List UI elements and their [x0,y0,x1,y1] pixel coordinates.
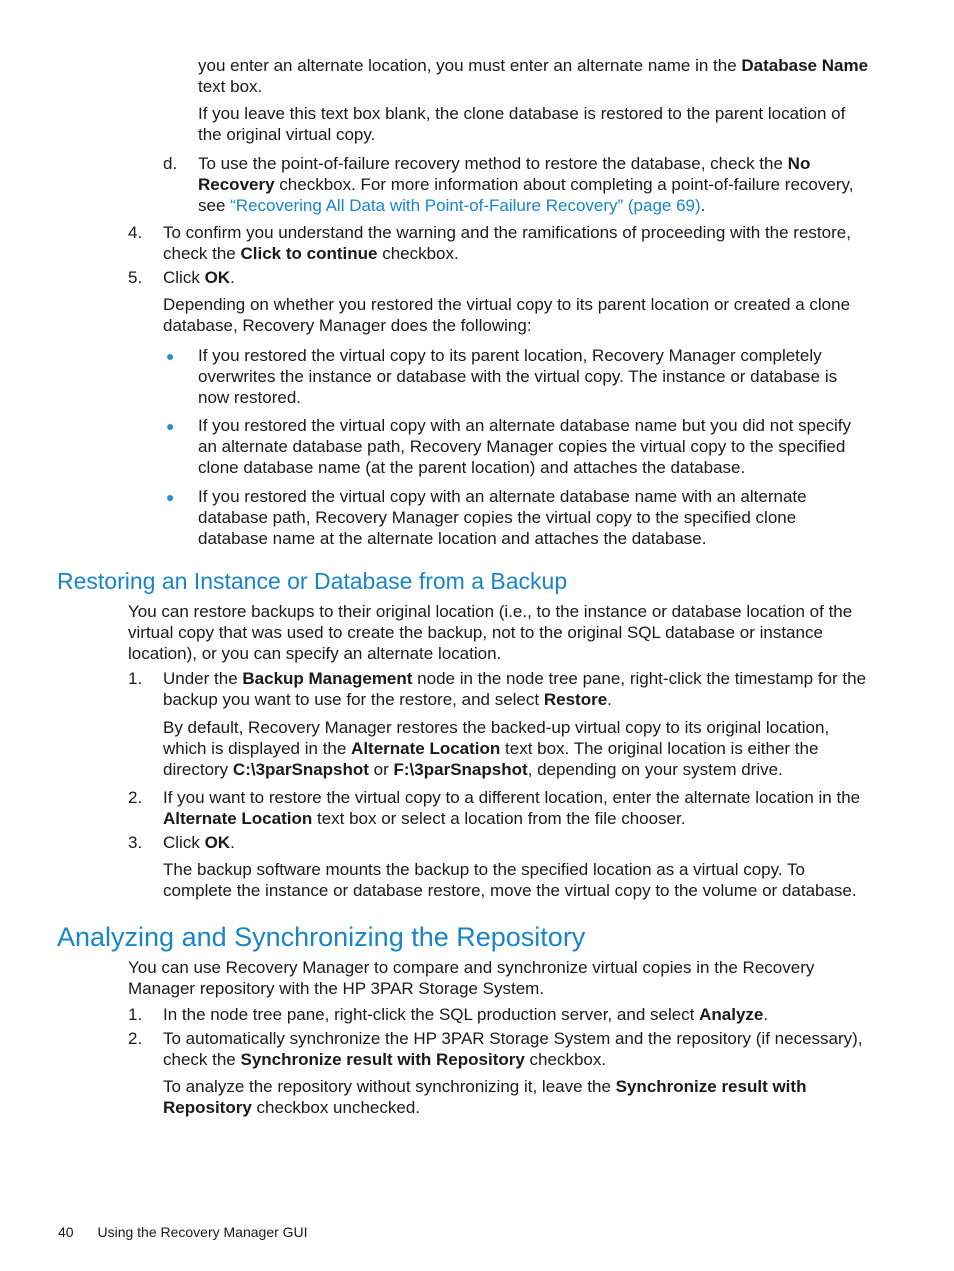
step-marker: 1. [128,669,143,688]
step-4: To confirm you understand the warning and the ramifications of proceeding with the restore, check the Click to continue checkbox. [163,223,851,263]
section-heading: Restoring an Instance or Database from a Backup [57,568,568,594]
step-1: In the node tree pane, right-click the SQL production server, and select Analyze. [163,1005,769,1024]
paragraph: By default, Recovery Manager restores the backed-up virtual copy to its original location, which is displayed in the Alternate Location text box. The original location is either the directory C:\3parSnapshot or F:\3parSnapshot, depending on your system drive. [163,718,830,779]
paragraph: To analyze the repository without synchronizing it, leave the Synchronize result with Repository checkbox unchecked. [163,1077,807,1117]
page-footer [58,1222,308,1242]
step-marker: 5. [128,268,143,287]
paragraph: Depending on whether you restored the virtual copy to its parent location or created a clone database, Recovery Manager does the following: [163,295,851,335]
bullet-icon: ● [166,348,175,364]
page-link[interactable]: “Recovering All Data with Point-of-Failure Recovery” (page 69) [230,196,701,215]
section-heading: Analyzing and Synchronizing the Repository [57,922,586,952]
step-3: Click OK. [163,833,235,852]
step-marker: 2. [128,1029,143,1048]
list-item: If you restored the virtual copy with an alternate database name with an alternate database path, Recovery Manager copies the virtual copy to the specified clone database name at the alternate location and attaches the database. [198,487,807,548]
step-marker: 2. [128,788,143,807]
step-2: If you want to restore the virtual copy to a different location, enter the alternate location in the Alternate Location text box or select a location from the file chooser. [163,788,861,828]
step-marker: 3. [128,833,143,852]
step-d: To use the point-of-failure recovery method to restore the database, check the No Recovery checkbox. For more information about completing a point-of-failure recovery, see “Recovering All Data with Point-of-Failure Recovery” (page 69). [198,154,854,215]
step-marker: d. [163,154,178,173]
paragraph: The backup software mounts the backup to the specified location as a virtual copy. To complete the instance or database restore, move the virtual copy to the volume or database. [163,860,857,900]
step-1: Under the Backup Management node in the node tree pane, right-click the timestamp for the backup you want to use for the restore, and select Restore. [163,669,867,709]
step-2: To automatically synchronize the HP 3PAR Storage System and the repository (if necessary), check the Synchronize result with Repository checkbox. [163,1029,863,1069]
paragraph: If you leave this text box blank, the clone database is restored to the parent location of the original virtual copy. [198,104,846,144]
step-marker: 4. [128,223,143,242]
list-item: If you restored the virtual copy to its parent location, Recovery Manager completely overwrites the instance or database with the virtual copy. The instance or database is now restored. [198,346,838,407]
continued-paragraph: you enter an alternate location, you must enter an alternate name in the Database Name text box. [198,56,869,96]
list-item: If you restored the virtual copy with an alternate database name but you did not specify an alternate database path, Recovery Manager copies the virtual copy to the specified clone database name (at the parent location) and attaches the database. [198,416,851,477]
paragraph: You can restore backups to their original location (i.e., to the instance or database location of the virtual copy that was used to create the backup, not to the original SQL database or instance location), or you can specify an alternate location. [128,602,853,663]
page-number: 40 [58,1224,74,1240]
footer-title: Using the Recovery Manager GUI [97,1224,308,1240]
bullet-icon: ● [166,489,175,505]
paragraph: You can use Recovery Manager to compare and synchronize virtual copies in the Recovery Manager repository with the HP 3PAR Storage System. [128,958,815,998]
bullet-icon: ● [166,418,175,434]
step-5: Click OK. [163,268,235,287]
step-marker: 1. [128,1005,143,1024]
